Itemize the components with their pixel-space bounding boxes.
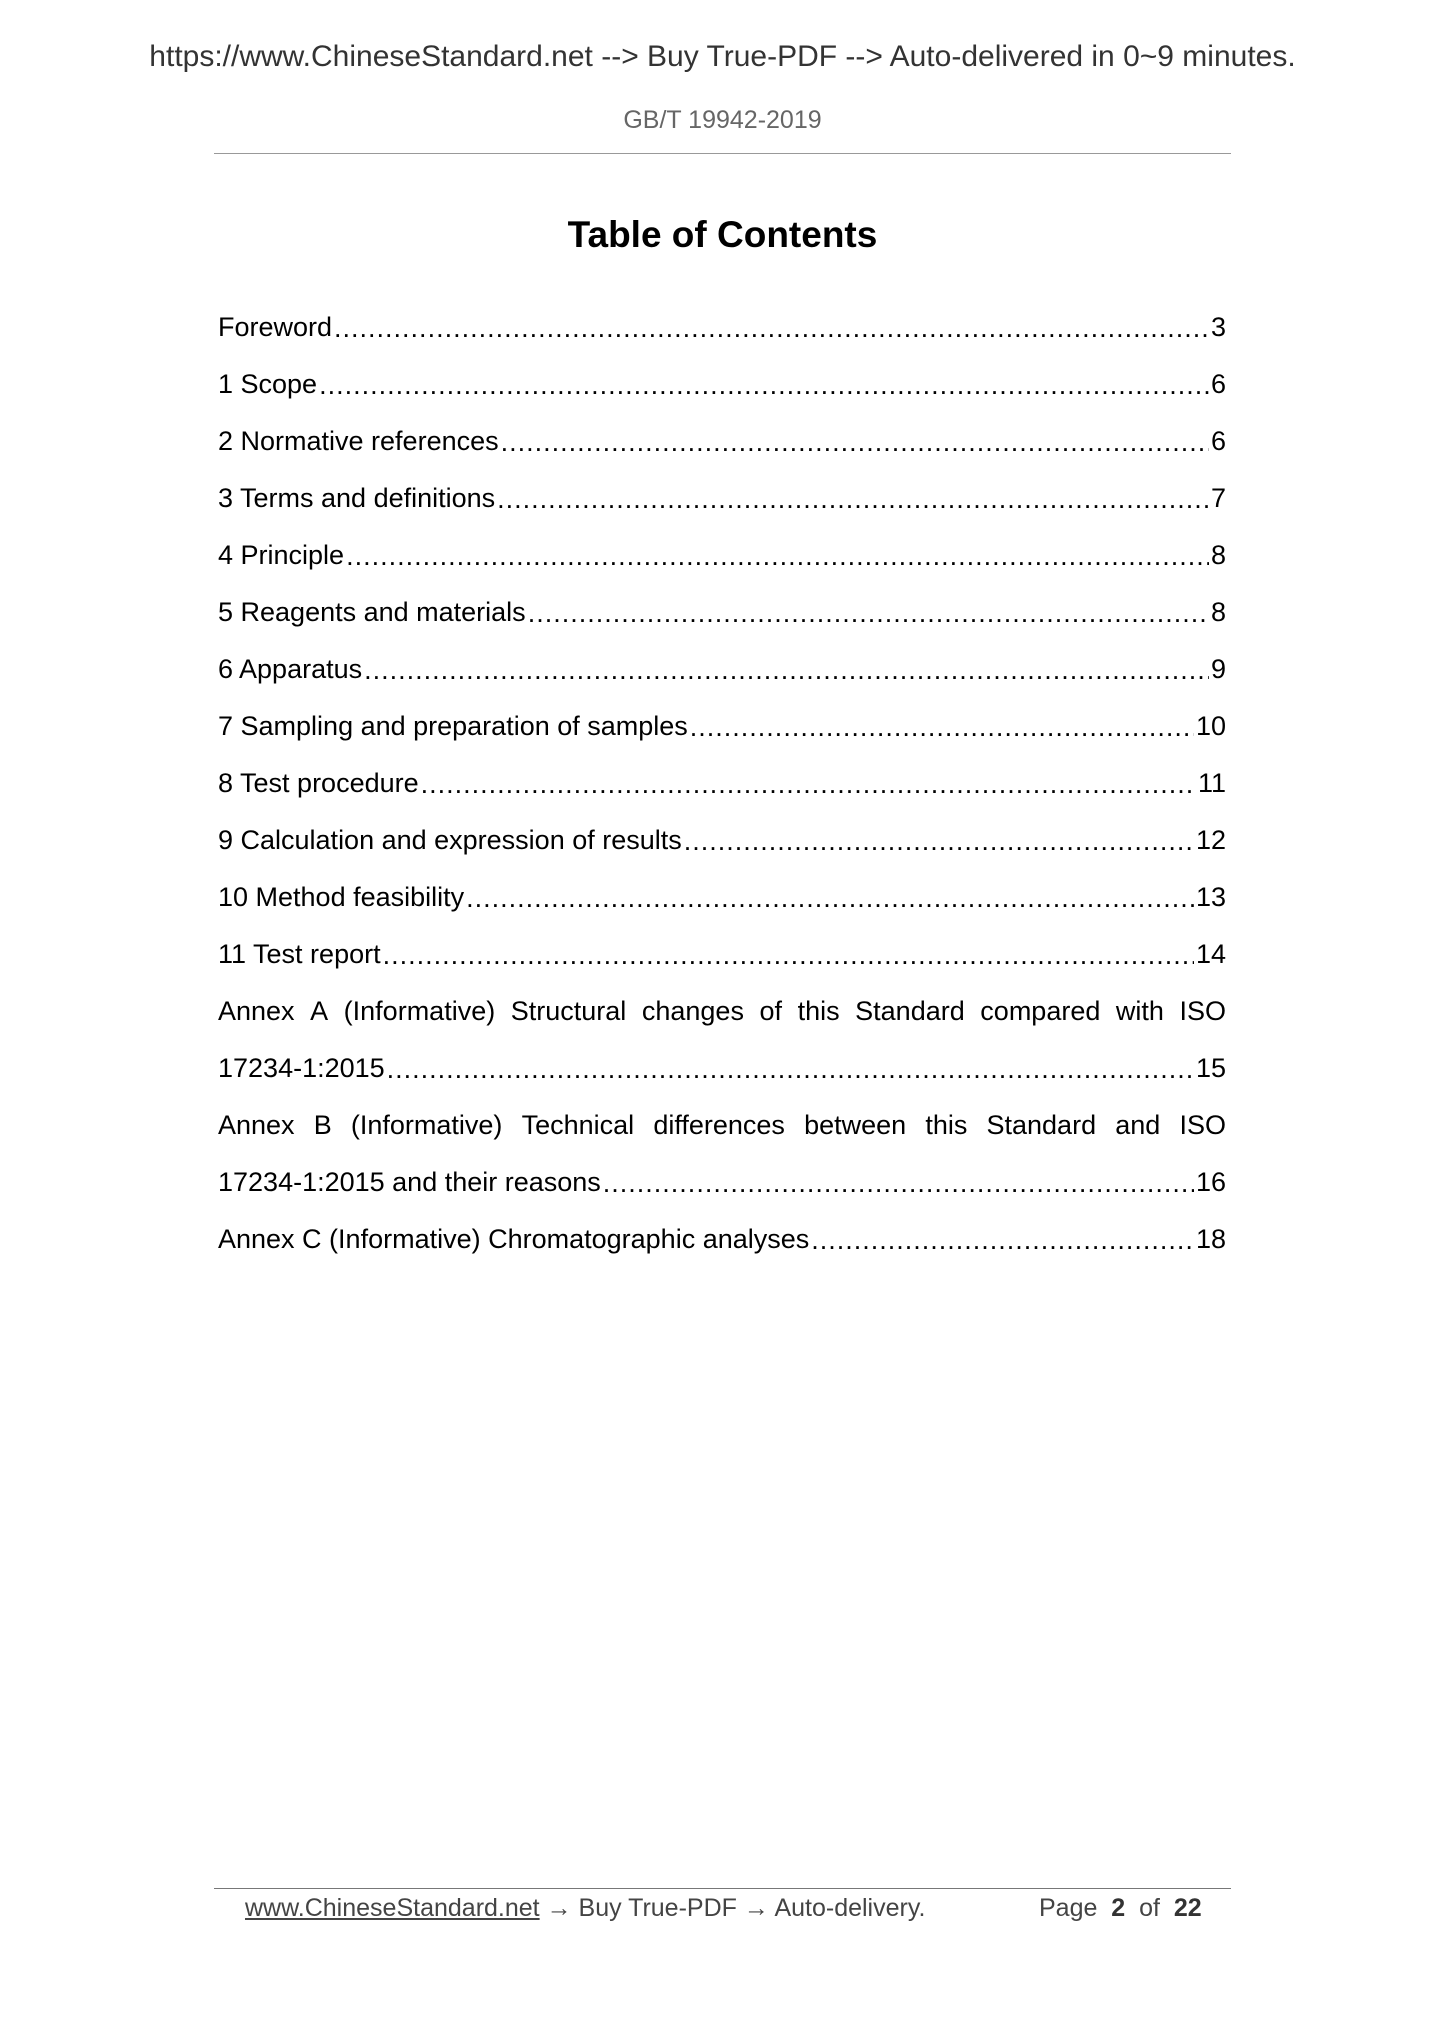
toc-entry-terms-definitions[interactable]	[218, 470, 1226, 527]
toc-entry-label: 17234-1:2015 and their reasons	[218, 1167, 601, 1197]
toc-entry-apparatus[interactable]	[218, 641, 1226, 698]
toc-entry-scope[interactable]	[218, 356, 1226, 413]
toc-word: between	[804, 1110, 907, 1140]
page-of: of	[1139, 1894, 1160, 1922]
delivery-text: Auto-delivery.	[774, 1894, 926, 1922]
toc-word: ISO	[1179, 1110, 1226, 1140]
standard-code: GB/T 19942-2019	[623, 106, 822, 134]
leader-dots	[501, 429, 1209, 456]
toc-entry-label: Foreword	[218, 312, 333, 342]
toc-entry-label: 3 Terms and definitions	[218, 483, 496, 513]
toc-entry-label: 17234-1:2015	[218, 1053, 385, 1083]
toc-word: (Informative)	[350, 1110, 503, 1140]
leader-dots	[811, 1227, 1194, 1254]
toc-entry-calculation[interactable]	[218, 812, 1226, 869]
toc-entry-label: 7 Sampling and preparation of samples	[218, 711, 688, 741]
toc-entry-label: 5 Reagents and materials	[218, 597, 526, 627]
leader-dots	[421, 771, 1196, 798]
toc-entry-page: 8	[1210, 597, 1226, 627]
page-current: 2	[1111, 1894, 1126, 1922]
toc-entry-page: 14	[1195, 939, 1226, 969]
toc-entry-normative-references[interactable]	[218, 413, 1226, 470]
toc-word: compared	[980, 996, 1101, 1026]
site-link[interactable]: www.ChineseStandard.net	[245, 1894, 540, 1922]
leader-dots	[387, 1056, 1194, 1083]
toc-entry-page: 6	[1210, 426, 1226, 456]
toc-entry-page: 6	[1210, 369, 1226, 399]
toc-word: Annex	[218, 1110, 295, 1140]
toc-entry-annex-a-line1[interactable]	[218, 983, 1226, 1040]
toc-entry-page: 11	[1197, 768, 1226, 798]
toc-word: with	[1115, 996, 1164, 1026]
toc-entry-page: 13	[1195, 882, 1226, 912]
leader-dots	[319, 372, 1209, 399]
toc-entry-label	[218, 1110, 1226, 1141]
toc-entry-reagents[interactable]	[218, 584, 1226, 641]
toc-entry-page: 8	[1210, 540, 1226, 570]
leader-dots	[364, 657, 1209, 684]
toc-entry-page: 15	[1195, 1053, 1226, 1083]
leader-dots	[684, 828, 1194, 855]
toc-entry-page: 10	[1195, 711, 1226, 741]
page-total: 22	[1173, 1894, 1202, 1922]
leader-dots	[528, 600, 1209, 627]
toc-entry-label: 9 Calculation and expression of results	[218, 825, 682, 855]
toc-entry-label: 6 Apparatus	[218, 654, 363, 684]
toc-word: and	[1115, 1110, 1161, 1140]
toc-entry-sampling[interactable]	[218, 698, 1226, 755]
toc-word: Annex	[218, 996, 295, 1026]
toc-word: Standard	[855, 996, 965, 1026]
buy-text: Buy True-PDF	[578, 1894, 737, 1922]
toc-entry-foreword[interactable]	[218, 299, 1226, 356]
arrow-icon: →	[546, 1894, 572, 1922]
toc-entry-annex-a-line2[interactable]	[218, 1040, 1226, 1097]
toc-word: this	[797, 996, 840, 1026]
toc-word: Structural	[510, 996, 627, 1026]
toc-entry-annex-b-line2[interactable]	[218, 1154, 1226, 1211]
leader-dots	[690, 714, 1194, 741]
toc-entry-page: 16	[1195, 1167, 1226, 1197]
toc-word: changes	[641, 996, 744, 1026]
toc-word: Technical	[521, 1110, 635, 1140]
toc-entry-label: 2 Normative references	[218, 426, 499, 456]
page-label: Page	[1039, 1894, 1098, 1922]
toc-word: this	[925, 1110, 968, 1140]
toc-word: A	[310, 996, 329, 1026]
source-banner: https://www.ChineseStandard.net --> Buy True-PDF --> Auto-delivered in 0~9 minutes.	[149, 40, 1296, 73]
page-footer	[245, 1894, 1215, 1923]
toc-entry-page: 7	[1210, 483, 1226, 513]
arrow-icon: →	[743, 1894, 769, 1922]
leader-dots	[466, 885, 1194, 912]
toc-entry-annex-c[interactable]	[218, 1211, 1226, 1268]
toc-entry-annex-b-line1[interactable]	[218, 1097, 1226, 1154]
toc-entry-page: 9	[1210, 654, 1226, 684]
toc-title: Table of Contents	[567, 214, 878, 255]
toc-word: (Informative)	[343, 996, 496, 1026]
leader-dots	[383, 942, 1194, 969]
leader-dots	[334, 315, 1209, 342]
toc-entry-test-procedure[interactable]	[218, 755, 1226, 812]
toc-entry-test-report[interactable]	[218, 926, 1226, 983]
toc-entry-page: 12	[1195, 825, 1226, 855]
toc-entry-principle[interactable]	[218, 527, 1226, 584]
toc-entry-label: Annex C (Informative) Chromatographic analyses	[218, 1224, 810, 1254]
leader-dots	[497, 486, 1209, 513]
toc-word: differences	[653, 1110, 785, 1140]
toc-word: Standard	[986, 1110, 1097, 1140]
header-divider	[214, 153, 1231, 154]
toc-entry-page: 18	[1195, 1224, 1226, 1254]
toc-entry-label: 1 Scope	[218, 369, 318, 399]
page-indicator	[1039, 1894, 1202, 1923]
table-of-contents	[218, 299, 1226, 1268]
toc-entry-label	[218, 996, 1226, 1027]
toc-word: B	[313, 1110, 332, 1140]
toc-entry-label: 4 Principle	[218, 540, 345, 570]
leader-dots	[346, 543, 1209, 570]
footer-divider	[214, 1888, 1231, 1889]
toc-entry-page: 3	[1210, 312, 1226, 342]
toc-word: of	[759, 996, 783, 1026]
toc-word: ISO	[1179, 996, 1226, 1026]
toc-entry-label: 11 Test report	[218, 939, 381, 969]
toc-entry-label: 10 Method feasibility	[218, 882, 465, 912]
toc-entry-method-feasibility[interactable]	[218, 869, 1226, 926]
toc-entry-label: 8 Test procedure	[218, 768, 419, 798]
leader-dots	[603, 1170, 1194, 1197]
